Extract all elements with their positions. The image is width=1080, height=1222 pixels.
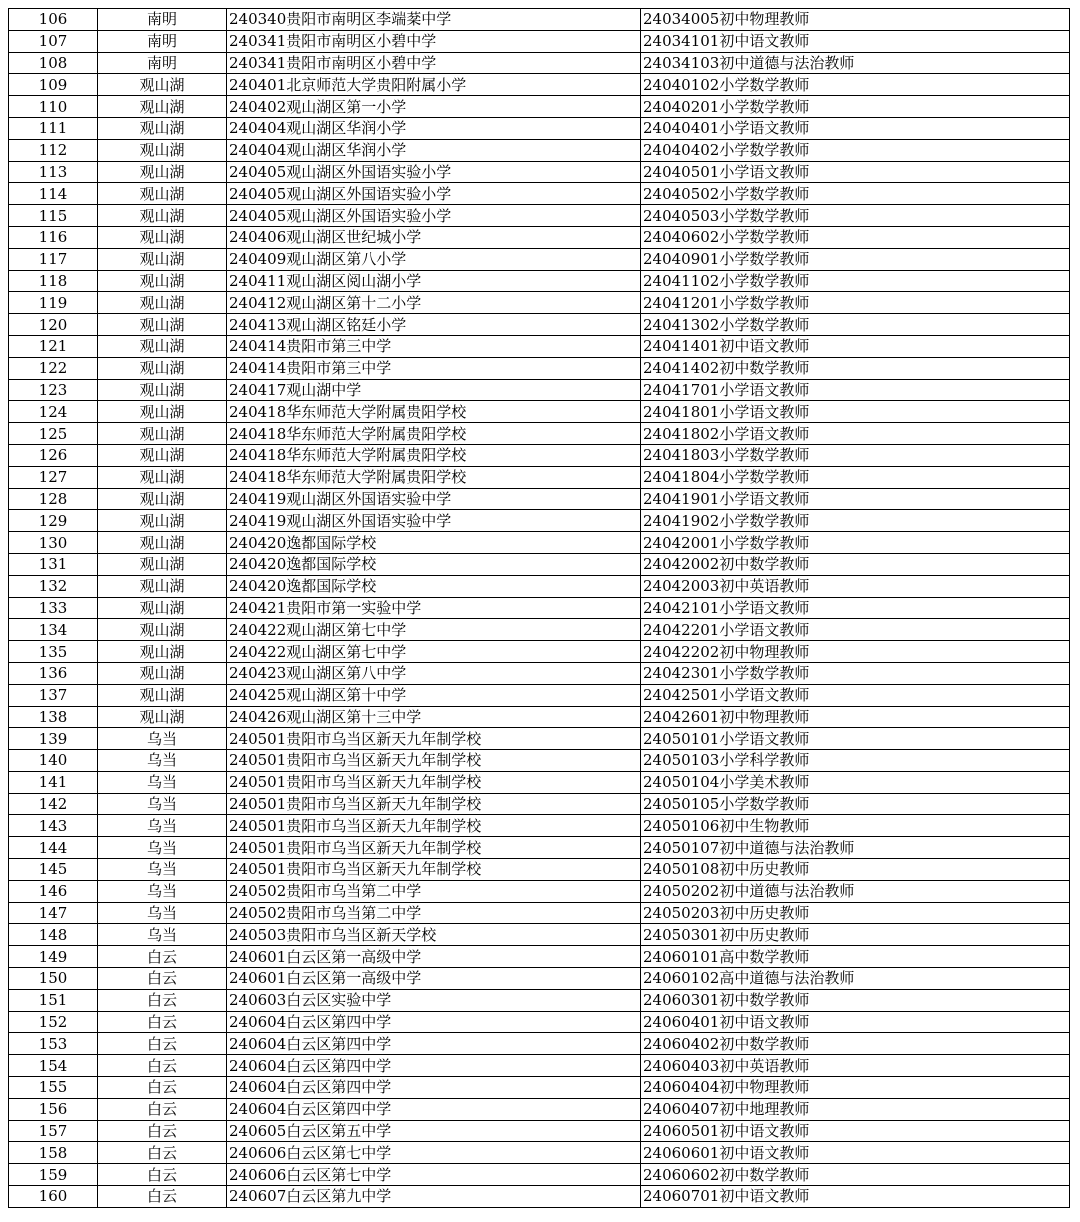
position-cell: 24042002初中数学教师	[641, 553, 1070, 575]
row-number-cell: 135	[9, 641, 98, 663]
table-row	[9, 183, 1070, 205]
position-cell: 24060501初中语文教师	[641, 1120, 1070, 1142]
table-row	[9, 837, 1070, 859]
school-cell: 240601白云区第一高级中学	[227, 946, 641, 968]
row-number-cell: 155	[9, 1077, 98, 1099]
district-cell: 观山湖	[98, 314, 227, 336]
position-cell: 24041802小学语文教师	[641, 423, 1070, 445]
table-row	[9, 117, 1070, 139]
row-number-cell: 138	[9, 706, 98, 728]
district-cell: 观山湖	[98, 619, 227, 641]
table-row	[9, 510, 1070, 532]
school-cell: 240426观山湖区第十三中学	[227, 706, 641, 728]
position-cell: 24042301小学数学教师	[641, 662, 1070, 684]
table-row	[9, 423, 1070, 445]
row-number-cell: 115	[9, 205, 98, 227]
school-cell: 240501贵阳市乌当区新天九年制学校	[227, 728, 641, 750]
district-cell: 乌当	[98, 924, 227, 946]
district-cell: 观山湖	[98, 270, 227, 292]
school-cell: 240503贵阳市乌当区新天学校	[227, 924, 641, 946]
row-number-cell: 132	[9, 575, 98, 597]
school-cell: 240409观山湖区第八小学	[227, 248, 641, 270]
position-cell: 24040401小学语文教师	[641, 117, 1070, 139]
position-cell: 24060601初中语文教师	[641, 1142, 1070, 1164]
school-cell: 240418华东师范大学附属贵阳学校	[227, 466, 641, 488]
position-cell: 24060701初中语文教师	[641, 1186, 1070, 1208]
table-row	[9, 205, 1070, 227]
school-cell: 240414贵阳市第三中学	[227, 357, 641, 379]
school-cell: 240404观山湖区华润小学	[227, 117, 641, 139]
table-row	[9, 401, 1070, 423]
school-cell: 240423观山湖区第八中学	[227, 662, 641, 684]
district-cell: 乌当	[98, 837, 227, 859]
school-cell: 240405观山湖区外国语实验小学	[227, 183, 641, 205]
position-cell: 24042202初中物理教师	[641, 641, 1070, 663]
row-number-cell: 151	[9, 989, 98, 1011]
row-number-cell: 160	[9, 1186, 98, 1208]
school-cell: 240418华东师范大学附属贵阳学校	[227, 423, 641, 445]
school-cell: 240405观山湖区外国语实验小学	[227, 161, 641, 183]
school-cell: 240502贵阳市乌当第二中学	[227, 902, 641, 924]
district-cell: 乌当	[98, 902, 227, 924]
table-row	[9, 96, 1070, 118]
table-row	[9, 161, 1070, 183]
district-cell: 白云	[98, 946, 227, 968]
position-cell: 24050108初中历史教师	[641, 859, 1070, 881]
table-row	[9, 1077, 1070, 1099]
position-cell: 24050301初中历史教师	[641, 924, 1070, 946]
school-cell: 240501贵阳市乌当区新天九年制学校	[227, 837, 641, 859]
district-cell: 观山湖	[98, 161, 227, 183]
table-row	[9, 248, 1070, 270]
school-cell: 240412观山湖区第十二小学	[227, 292, 641, 314]
district-cell: 观山湖	[98, 423, 227, 445]
school-cell: 240418华东师范大学附属贵阳学校	[227, 401, 641, 423]
table-row	[9, 532, 1070, 554]
position-cell: 24041302小学数学教师	[641, 314, 1070, 336]
table-row	[9, 924, 1070, 946]
row-number-cell: 141	[9, 771, 98, 793]
school-cell: 240411观山湖区阅山湖小学	[227, 270, 641, 292]
position-cell: 24040402小学数学教师	[641, 139, 1070, 161]
row-number-cell: 134	[9, 619, 98, 641]
position-cell: 24050101小学语文教师	[641, 728, 1070, 750]
position-cell: 24041201小学数学教师	[641, 292, 1070, 314]
table-row	[9, 226, 1070, 248]
district-cell: 白云	[98, 989, 227, 1011]
district-cell: 观山湖	[98, 226, 227, 248]
row-number-cell: 123	[9, 379, 98, 401]
row-number-cell: 128	[9, 488, 98, 510]
district-cell: 观山湖	[98, 532, 227, 554]
school-cell: 240606白云区第七中学	[227, 1142, 641, 1164]
table-row	[9, 379, 1070, 401]
school-cell: 240420逸都国际学校	[227, 575, 641, 597]
row-number-cell: 121	[9, 335, 98, 357]
school-cell: 240604白云区第四中学	[227, 1098, 641, 1120]
row-number-cell: 126	[9, 444, 98, 466]
district-cell: 观山湖	[98, 597, 227, 619]
row-number-cell: 158	[9, 1142, 98, 1164]
school-cell: 240422观山湖区第七中学	[227, 641, 641, 663]
school-cell: 240402观山湖区第一小学	[227, 96, 641, 118]
row-number-cell: 118	[9, 270, 98, 292]
district-cell: 白云	[98, 968, 227, 990]
school-cell: 240419观山湖区外国语实验中学	[227, 510, 641, 532]
row-number-cell: 140	[9, 750, 98, 772]
row-number-cell: 107	[9, 30, 98, 52]
position-cell: 24060403初中英语教师	[641, 1055, 1070, 1077]
row-number-cell: 154	[9, 1055, 98, 1077]
row-number-cell: 145	[9, 859, 98, 881]
row-number-cell: 146	[9, 880, 98, 902]
row-number-cell: 117	[9, 248, 98, 270]
table-row	[9, 619, 1070, 641]
position-cell: 24050104小学美术教师	[641, 771, 1070, 793]
position-cell: 24041801小学语文教师	[641, 401, 1070, 423]
district-cell: 观山湖	[98, 74, 227, 96]
position-cell: 24060602初中数学教师	[641, 1164, 1070, 1186]
table-row	[9, 989, 1070, 1011]
district-cell: 乌当	[98, 859, 227, 881]
row-number-cell: 130	[9, 532, 98, 554]
school-cell: 240603白云区实验中学	[227, 989, 641, 1011]
position-cell: 24042201小学语文教师	[641, 619, 1070, 641]
row-number-cell: 108	[9, 52, 98, 74]
school-cell: 240421贵阳市第一实验中学	[227, 597, 641, 619]
position-cell: 24040102小学数学教师	[641, 74, 1070, 96]
district-cell: 观山湖	[98, 706, 227, 728]
school-cell: 240420逸都国际学校	[227, 553, 641, 575]
row-number-cell: 109	[9, 74, 98, 96]
position-cell: 24042101小学语文教师	[641, 597, 1070, 619]
position-cell: 24040501小学语文教师	[641, 161, 1070, 183]
row-number-cell: 133	[9, 597, 98, 619]
table-row	[9, 1011, 1070, 1033]
table-row	[9, 902, 1070, 924]
position-cell: 24050203初中历史教师	[641, 902, 1070, 924]
table-row	[9, 859, 1070, 881]
table-row	[9, 815, 1070, 837]
district-cell: 白云	[98, 1186, 227, 1208]
table-row	[9, 292, 1070, 314]
position-cell: 24060401初中语文教师	[641, 1011, 1070, 1033]
district-cell: 观山湖	[98, 510, 227, 532]
position-cell: 24060402初中数学教师	[641, 1033, 1070, 1055]
row-number-cell: 157	[9, 1120, 98, 1142]
table-row	[9, 139, 1070, 161]
district-cell: 乌当	[98, 771, 227, 793]
position-cell: 24060404初中物理教师	[641, 1077, 1070, 1099]
district-cell: 观山湖	[98, 488, 227, 510]
row-number-cell: 139	[9, 728, 98, 750]
position-cell: 24034101初中语文教师	[641, 30, 1070, 52]
district-cell: 观山湖	[98, 444, 227, 466]
row-number-cell: 122	[9, 357, 98, 379]
school-cell: 240501贵阳市乌当区新天九年制学校	[227, 815, 641, 837]
position-cell: 24060102高中道德与法治教师	[641, 968, 1070, 990]
position-cell: 24042601初中物理教师	[641, 706, 1070, 728]
position-cell: 24050103小学科学教师	[641, 750, 1070, 772]
position-cell: 24042003初中英语教师	[641, 575, 1070, 597]
position-cell: 24041902小学数学教师	[641, 510, 1070, 532]
table-row	[9, 641, 1070, 663]
school-cell: 240501贵阳市乌当区新天九年制学校	[227, 859, 641, 881]
school-cell: 240606白云区第七中学	[227, 1164, 641, 1186]
school-cell: 240605白云区第五中学	[227, 1120, 641, 1142]
district-cell: 白云	[98, 1011, 227, 1033]
table-row	[9, 357, 1070, 379]
district-cell: 白云	[98, 1164, 227, 1186]
school-cell: 240341贵阳市南明区小碧中学	[227, 52, 641, 74]
school-cell: 240401北京师范大学贵阳附属小学	[227, 74, 641, 96]
row-number-cell: 114	[9, 183, 98, 205]
school-cell: 240413观山湖区铭廷小学	[227, 314, 641, 336]
row-number-cell: 137	[9, 684, 98, 706]
table-row	[9, 1142, 1070, 1164]
position-cell: 24040503小学数学教师	[641, 205, 1070, 227]
position-cell: 24041901小学语文教师	[641, 488, 1070, 510]
district-cell: 观山湖	[98, 205, 227, 227]
district-cell: 观山湖	[98, 139, 227, 161]
row-number-cell: 153	[9, 1033, 98, 1055]
row-number-cell: 111	[9, 117, 98, 139]
district-cell: 观山湖	[98, 117, 227, 139]
school-cell: 240340贵阳市南明区李端棻中学	[227, 9, 641, 31]
table-row	[9, 793, 1070, 815]
position-cell: 24040502小学数学教师	[641, 183, 1070, 205]
district-cell: 观山湖	[98, 335, 227, 357]
school-cell: 240341贵阳市南明区小碧中学	[227, 30, 641, 52]
district-cell: 观山湖	[98, 684, 227, 706]
row-number-cell: 152	[9, 1011, 98, 1033]
district-cell: 观山湖	[98, 466, 227, 488]
school-cell: 240404观山湖区华润小学	[227, 139, 641, 161]
position-cell: 24042501小学语文教师	[641, 684, 1070, 706]
position-cell: 24040602小学数学教师	[641, 226, 1070, 248]
table-row	[9, 30, 1070, 52]
recruitment-table	[8, 8, 1070, 1208]
row-number-cell: 136	[9, 662, 98, 684]
table-row	[9, 880, 1070, 902]
row-number-cell: 120	[9, 314, 98, 336]
position-cell: 24060407初中地理教师	[641, 1098, 1070, 1120]
position-cell: 24041401初中语文教师	[641, 335, 1070, 357]
district-cell: 观山湖	[98, 357, 227, 379]
school-cell: 240604白云区第四中学	[227, 1077, 641, 1099]
school-cell: 240601白云区第一高级中学	[227, 968, 641, 990]
school-cell: 240417观山湖中学	[227, 379, 641, 401]
row-number-cell: 148	[9, 924, 98, 946]
position-cell: 24041102小学数学教师	[641, 270, 1070, 292]
position-cell: 24050105小学数学教师	[641, 793, 1070, 815]
row-number-cell: 150	[9, 968, 98, 990]
school-cell: 240501贵阳市乌当区新天九年制学校	[227, 793, 641, 815]
table-row	[9, 771, 1070, 793]
row-number-cell: 159	[9, 1164, 98, 1186]
table-row	[9, 488, 1070, 510]
school-cell: 240501贵阳市乌当区新天九年制学校	[227, 750, 641, 772]
row-number-cell: 112	[9, 139, 98, 161]
school-cell: 240501贵阳市乌当区新天九年制学校	[227, 771, 641, 793]
district-cell: 乌当	[98, 728, 227, 750]
row-number-cell: 156	[9, 1098, 98, 1120]
district-cell: 观山湖	[98, 662, 227, 684]
table-row	[9, 1098, 1070, 1120]
row-number-cell: 124	[9, 401, 98, 423]
district-cell: 观山湖	[98, 553, 227, 575]
district-cell: 南明	[98, 30, 227, 52]
district-cell: 观山湖	[98, 641, 227, 663]
school-cell: 240418华东师范大学附属贵阳学校	[227, 444, 641, 466]
row-number-cell: 129	[9, 510, 98, 532]
table-row	[9, 662, 1070, 684]
table-row	[9, 728, 1070, 750]
position-cell: 24060101高中数学教师	[641, 946, 1070, 968]
row-number-cell: 113	[9, 161, 98, 183]
district-cell: 白云	[98, 1098, 227, 1120]
row-number-cell: 149	[9, 946, 98, 968]
district-cell: 白云	[98, 1142, 227, 1164]
position-cell: 24041803小学数学教师	[641, 444, 1070, 466]
table-row	[9, 314, 1070, 336]
district-cell: 南明	[98, 52, 227, 74]
row-number-cell: 143	[9, 815, 98, 837]
school-cell: 240405观山湖区外国语实验小学	[227, 205, 641, 227]
school-cell: 240604白云区第四中学	[227, 1011, 641, 1033]
table-row	[9, 9, 1070, 31]
district-cell: 观山湖	[98, 183, 227, 205]
table-row	[9, 1186, 1070, 1208]
table-row	[9, 1120, 1070, 1142]
table-row	[9, 684, 1070, 706]
row-number-cell: 131	[9, 553, 98, 575]
school-cell: 240607白云区第九中学	[227, 1186, 641, 1208]
table-row	[9, 270, 1070, 292]
table-row	[9, 335, 1070, 357]
position-cell: 24041701小学语文教师	[641, 379, 1070, 401]
school-cell: 240414贵阳市第三中学	[227, 335, 641, 357]
district-cell: 观山湖	[98, 248, 227, 270]
row-number-cell: 110	[9, 96, 98, 118]
position-cell: 24060301初中数学教师	[641, 989, 1070, 1011]
row-number-cell: 147	[9, 902, 98, 924]
position-cell: 24050106初中生物教师	[641, 815, 1070, 837]
district-cell: 观山湖	[98, 575, 227, 597]
table-row	[9, 1055, 1070, 1077]
school-cell: 240502贵阳市乌当第二中学	[227, 880, 641, 902]
position-cell: 24050202初中道德与法治教师	[641, 880, 1070, 902]
district-cell: 白云	[98, 1033, 227, 1055]
district-cell: 观山湖	[98, 401, 227, 423]
position-cell: 24040901小学数学教师	[641, 248, 1070, 270]
row-number-cell: 127	[9, 466, 98, 488]
table-row	[9, 750, 1070, 772]
table-row	[9, 444, 1070, 466]
table-row	[9, 466, 1070, 488]
district-cell: 观山湖	[98, 292, 227, 314]
district-cell: 乌当	[98, 815, 227, 837]
school-cell: 240422观山湖区第七中学	[227, 619, 641, 641]
table-body	[9, 9, 1070, 1208]
row-number-cell: 116	[9, 226, 98, 248]
row-number-cell: 144	[9, 837, 98, 859]
table-row	[9, 968, 1070, 990]
row-number-cell: 106	[9, 9, 98, 31]
table-row	[9, 597, 1070, 619]
school-cell: 240406观山湖区世纪城小学	[227, 226, 641, 248]
school-cell: 240425观山湖区第十中学	[227, 684, 641, 706]
position-cell: 24041402初中数学教师	[641, 357, 1070, 379]
district-cell: 白云	[98, 1055, 227, 1077]
district-cell: 观山湖	[98, 379, 227, 401]
district-cell: 白云	[98, 1120, 227, 1142]
school-cell: 240420逸都国际学校	[227, 532, 641, 554]
table-row	[9, 706, 1070, 728]
district-cell: 乌当	[98, 793, 227, 815]
table-row	[9, 946, 1070, 968]
position-cell: 24040201小学数学教师	[641, 96, 1070, 118]
table-row	[9, 52, 1070, 74]
school-cell: 240604白云区第四中学	[227, 1055, 641, 1077]
position-cell: 24034005初中物理教师	[641, 9, 1070, 31]
position-cell: 24041804小学数学教师	[641, 466, 1070, 488]
school-cell: 240419观山湖区外国语实验中学	[227, 488, 641, 510]
position-cell: 24042001小学数学教师	[641, 532, 1070, 554]
table-row	[9, 575, 1070, 597]
school-cell: 240604白云区第四中学	[227, 1033, 641, 1055]
district-cell: 观山湖	[98, 96, 227, 118]
row-number-cell: 125	[9, 423, 98, 445]
position-cell: 24034103初中道德与法治教师	[641, 52, 1070, 74]
table-row	[9, 553, 1070, 575]
district-cell: 白云	[98, 1077, 227, 1099]
row-number-cell: 119	[9, 292, 98, 314]
district-cell: 南明	[98, 9, 227, 31]
table-row	[9, 74, 1070, 96]
table-row	[9, 1164, 1070, 1186]
table-row	[9, 1033, 1070, 1055]
row-number-cell: 142	[9, 793, 98, 815]
district-cell: 乌当	[98, 880, 227, 902]
position-cell: 24050107初中道德与法治教师	[641, 837, 1070, 859]
district-cell: 乌当	[98, 750, 227, 772]
